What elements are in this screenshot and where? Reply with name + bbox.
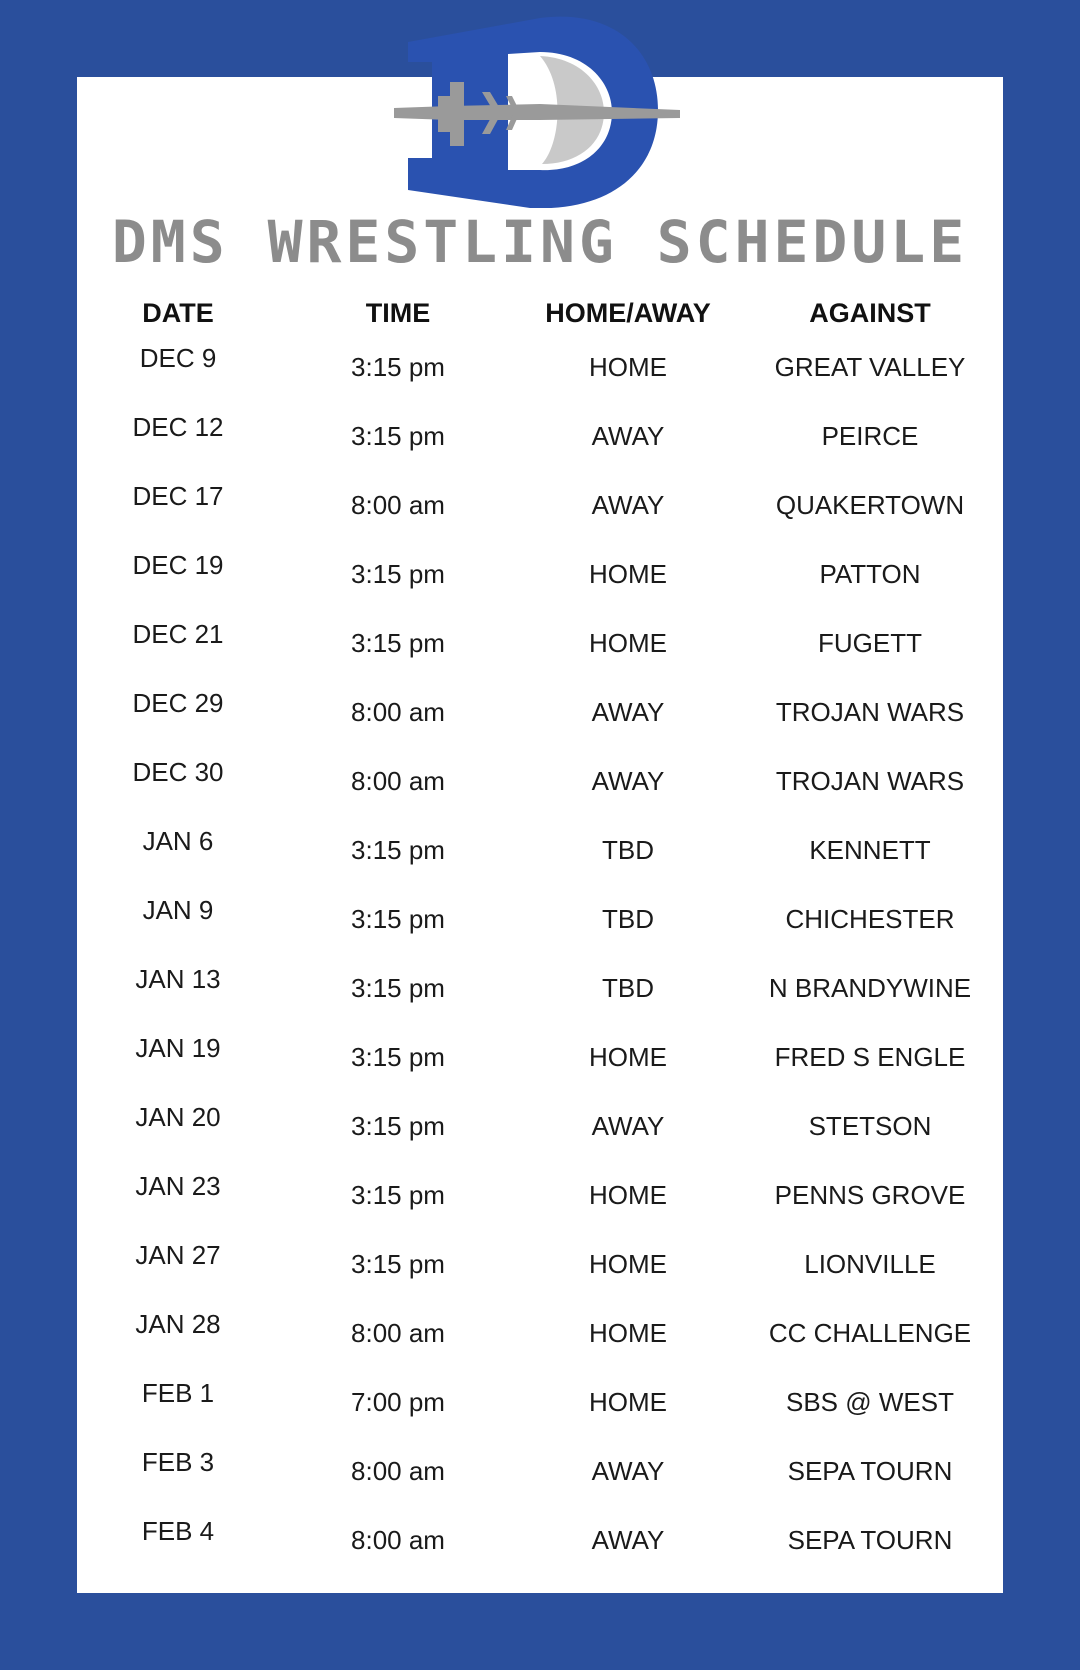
row-time: 3:15 pm bbox=[351, 1042, 445, 1072]
row-time: 3:15 pm bbox=[351, 835, 445, 865]
row-against: CC CHALLENGE bbox=[768, 1318, 972, 1348]
table-row bbox=[0, 619, 1080, 688]
header-home-away: HOME/AWAY bbox=[545, 298, 711, 328]
row-home-away: AWAY bbox=[591, 766, 665, 796]
row-time: 8:00 am bbox=[351, 1456, 445, 1486]
row-against: CHICHESTER bbox=[785, 904, 955, 934]
row-time: 8:00 am bbox=[351, 1318, 445, 1348]
row-against: SEPA TOURN bbox=[787, 1525, 953, 1555]
header-time: TIME bbox=[365, 298, 431, 328]
row-date: JAN 27 bbox=[135, 1240, 221, 1270]
row-date: JAN 6 bbox=[142, 826, 214, 856]
row-home-away: AWAY bbox=[591, 1111, 665, 1141]
row-time: 3:15 pm bbox=[351, 628, 445, 658]
row-time: 8:00 am bbox=[351, 697, 445, 727]
row-date: FEB 1 bbox=[141, 1378, 215, 1408]
row-time: 8:00 am bbox=[351, 490, 445, 520]
row-date: DEC 17 bbox=[132, 481, 224, 511]
row-home-away: AWAY bbox=[591, 490, 665, 520]
row-date: JAN 13 bbox=[135, 964, 221, 994]
row-against: LIONVILLE bbox=[804, 1249, 936, 1279]
row-home-away: AWAY bbox=[591, 697, 665, 727]
table-row bbox=[0, 688, 1080, 757]
table-row bbox=[0, 757, 1080, 826]
row-home-away: AWAY bbox=[591, 1456, 665, 1486]
row-date: DEC 9 bbox=[139, 343, 217, 373]
row-date: DEC 30 bbox=[132, 757, 224, 787]
row-home-away: TBD bbox=[602, 904, 654, 934]
row-home-away: HOME bbox=[589, 1180, 667, 1210]
table-row bbox=[0, 481, 1080, 550]
row-against: STETSON bbox=[808, 1111, 932, 1141]
row-date: JAN 23 bbox=[135, 1171, 221, 1201]
table-row bbox=[0, 895, 1080, 964]
row-home-away: HOME bbox=[589, 1318, 667, 1348]
table-row bbox=[0, 964, 1080, 1033]
table-row bbox=[0, 1516, 1080, 1585]
row-date: JAN 9 bbox=[142, 895, 214, 925]
table-row bbox=[0, 412, 1080, 481]
row-home-away: HOME bbox=[589, 559, 667, 589]
row-date: JAN 28 bbox=[135, 1309, 221, 1339]
row-time: 3:15 pm bbox=[351, 1111, 445, 1141]
table-row bbox=[0, 1102, 1080, 1171]
row-time: 3:15 pm bbox=[351, 559, 445, 589]
row-time: 3:15 pm bbox=[351, 421, 445, 451]
page-title: DMS WRESTLING SCHEDULE bbox=[111, 208, 969, 276]
row-against: GREAT VALLEY bbox=[774, 352, 966, 382]
row-home-away: HOME bbox=[589, 1249, 667, 1279]
row-time: 3:15 pm bbox=[351, 1249, 445, 1279]
table-row bbox=[0, 1309, 1080, 1378]
row-time: 3:15 pm bbox=[351, 904, 445, 934]
row-time: 3:15 pm bbox=[351, 973, 445, 1003]
row-home-away: AWAY bbox=[591, 1525, 665, 1555]
table-row bbox=[0, 1240, 1080, 1309]
row-time: 8:00 am bbox=[351, 1525, 445, 1555]
table-row bbox=[0, 1033, 1080, 1102]
row-home-away: TBD bbox=[602, 835, 654, 865]
table-row bbox=[0, 826, 1080, 895]
row-time: 8:00 am bbox=[351, 766, 445, 796]
row-home-away: TBD bbox=[602, 973, 654, 1003]
table-row bbox=[0, 343, 1080, 412]
row-against: PATTON bbox=[819, 559, 921, 589]
row-date: JAN 20 bbox=[135, 1102, 221, 1132]
row-against: QUAKERTOWN bbox=[775, 490, 965, 520]
row-against: FRED S ENGLE bbox=[774, 1042, 966, 1072]
row-against: FUGETT bbox=[818, 628, 922, 658]
row-against: TROJAN WARS bbox=[775, 766, 965, 796]
row-date: DEC 12 bbox=[132, 412, 224, 442]
row-against: SEPA TOURN bbox=[787, 1456, 953, 1486]
row-home-away: HOME bbox=[589, 1042, 667, 1072]
row-home-away: AWAY bbox=[591, 421, 665, 451]
row-date: DEC 29 bbox=[132, 688, 224, 718]
row-against: PENNS GROVE bbox=[774, 1180, 966, 1210]
table-row bbox=[0, 1447, 1080, 1516]
header-date: DATE bbox=[142, 298, 214, 328]
row-date: FEB 3 bbox=[141, 1447, 215, 1477]
row-date: FEB 4 bbox=[141, 1516, 215, 1546]
row-home-away: HOME bbox=[589, 1387, 667, 1417]
table-row bbox=[0, 1378, 1080, 1447]
row-against: KENNETT bbox=[809, 835, 931, 865]
row-against: PEIRCE bbox=[821, 421, 919, 451]
row-against: TROJAN WARS bbox=[775, 697, 965, 727]
row-against: N BRANDYWINE bbox=[768, 973, 972, 1003]
row-time: 3:15 pm bbox=[351, 1180, 445, 1210]
header-against: AGAINST bbox=[809, 298, 931, 328]
row-date: DEC 21 bbox=[132, 619, 224, 649]
row-home-away: HOME bbox=[589, 628, 667, 658]
row-home-away: HOME bbox=[589, 352, 667, 382]
row-time: 7:00 pm bbox=[351, 1387, 445, 1417]
row-date: DEC 19 bbox=[132, 550, 224, 580]
row-against: SBS @ WEST bbox=[786, 1387, 954, 1417]
table-row bbox=[0, 550, 1080, 619]
d-sword-logo-icon bbox=[390, 12, 690, 208]
table-row bbox=[0, 1171, 1080, 1240]
row-time: 3:15 pm bbox=[351, 352, 445, 382]
row-date: JAN 19 bbox=[135, 1033, 221, 1063]
